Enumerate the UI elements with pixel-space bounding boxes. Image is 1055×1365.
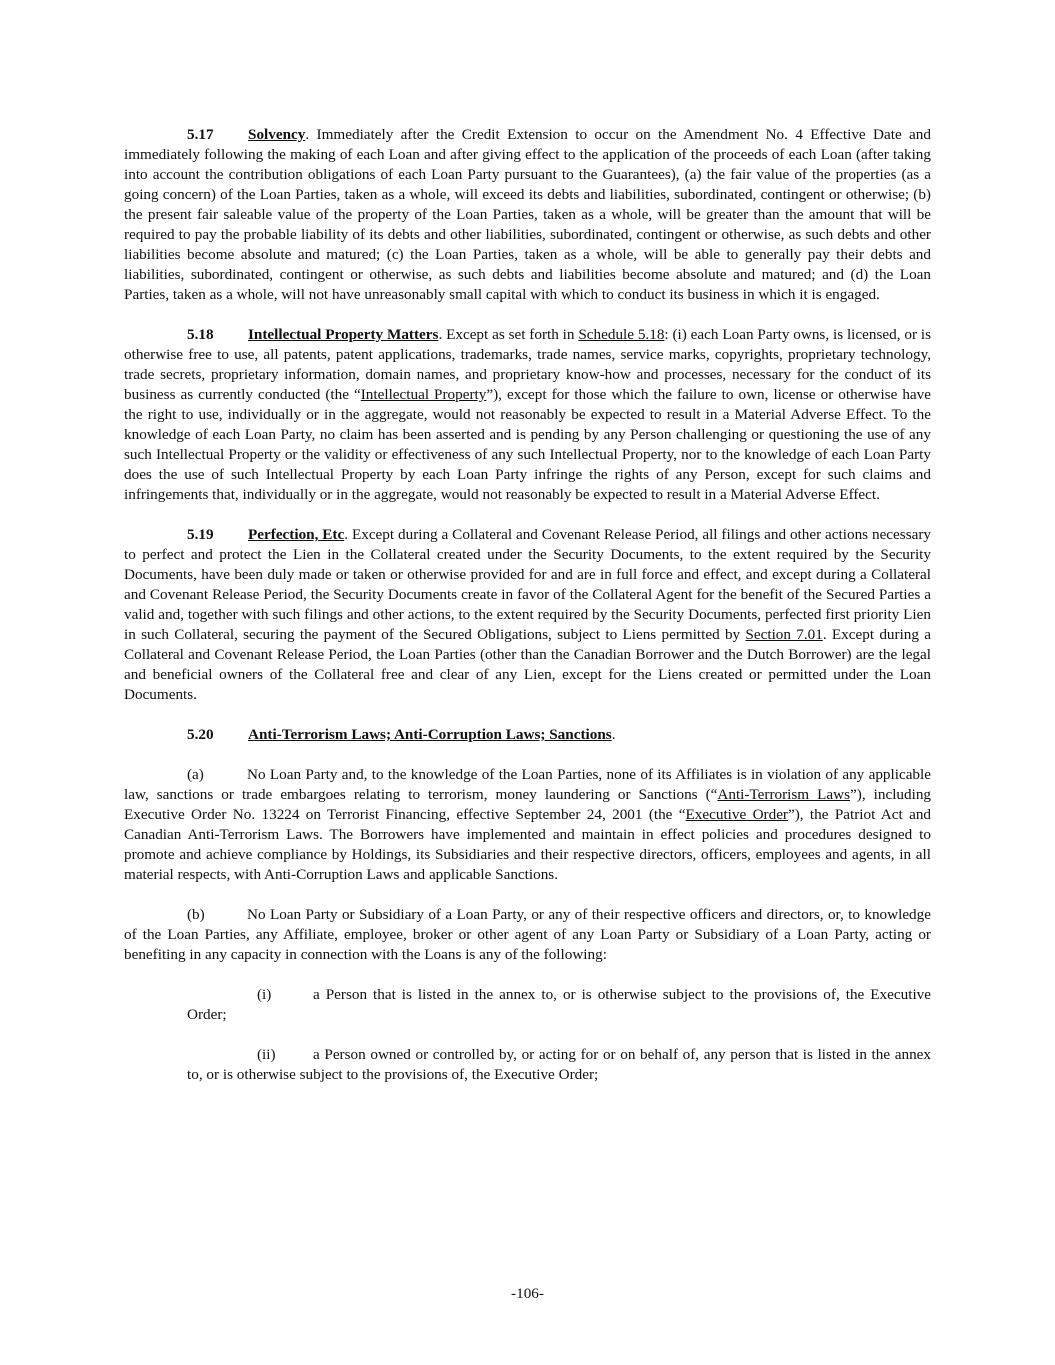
section-number: 5.19	[187, 526, 214, 543]
clause-ii	[187, 1045, 931, 1085]
subsection-label: (a)	[187, 766, 204, 783]
clause-i	[187, 985, 931, 1025]
defined-term: Anti-Terrorism Laws	[717, 786, 851, 803]
clause-label: (i)	[257, 986, 272, 1003]
defined-term: Intellectual Property	[360, 386, 487, 403]
section-heading: Anti-Terrorism Laws; Anti-Corruption Laws; Sanctions	[248, 726, 612, 743]
section-5-20	[124, 725, 931, 745]
section-body: . Except as set forth in	[438, 326, 579, 343]
section-body: : (i) each Loan Party owns, is licensed, or is otherwise free to use, all patents, patent applications, trademarks, trade names, service marks, copyrights, proprietary technology, trade secrets, proprietary information, domain names, and proprietary know-how and processes, necessary for the conduct of its business as currently conducted (the “	[124, 326, 931, 403]
section-number: 5.18	[187, 326, 214, 343]
section-number: 5.17	[187, 126, 214, 143]
section-body: . Except during a Collateral and Covenant Release Period, all filings and other actions necessary to perfect and protect the Lien in the Collateral created under the Security Documents, to the extent required by the Security Documents, have been duly made or taken or otherwise provided for and are in full force and effect, and except during a Collateral and Covenant Release Period, the Security Documents create in favor of the Collateral Agent for the benefit of the Secured Parties a valid and, together with such filings and other actions, to the extent required by the Security Documents, perfected first priority Lien in such Collateral, securing the payment of the Secured Obligations, subject to Liens permitted by	[124, 526, 931, 643]
subsection-body: ”), including Executive Order No. 13224 on Terrorist Financing, effective September 24, 2001 (the “	[124, 786, 932, 823]
section-body: ”), except for those which the failure to own, license or otherwise have the right to use, individually or in the aggregate, would not reasonably be expected to result in a Material Adverse Effect. To the knowledge of each Loan Party, no claim has been asserted and is pending by any Person challenging or questioning the use of any such Intellectual Property or the validity or effectiveness of any such Intellectual Property, nor to the knowledge of each Loan Party does the use of such Intellectual Property by each Loan Party infringe the rights of any Person, except for such claims and infringements that, individually or in the aggregate, would not reasonably be expected to result in a Material Adverse Effect.	[124, 386, 931, 503]
section-body: . Immediately after the Credit Extension to occur on the Amendment No. 4 Effective Date and immediately following the making of each Loan and after giving effect to the application of the proceeds of each Loan (after taking into account the contribution obligations of each Loan Party pursuant to the Guarantees), (a) the fair value of the properties (as a going concern) of the Loan Parties, taken as a whole, will exceed its debts and liabilities, subordinated, contingent or otherwise; (b) the present fair saleable value of the property of the Loan Parties, taken as a whole, will be greater than the amount that will be required to pay the probable liability of its debts and other liabilities, subordinated, contingent or otherwise, as such debts and other liabilities become absolute and matured; (c) the Loan Parties, taken as a whole, will be able to generally pay their debts and liabilities, subordinated, contingent or otherwise, as such debts and liabilities become absolute and matured; and (d) the Loan Parties, taken as a whole, will not have unreasonably small capital with which to conduct its business in which it is engaged.	[124, 126, 931, 303]
clause-body: a Person owned or controlled by, or acting for or on behalf of, any person that is listed in the annex to, or is otherwise subject to the provisions of, the Executive Order;	[187, 1046, 931, 1083]
section-heading: Intellectual Property Matters	[248, 326, 439, 343]
subsection-a	[124, 765, 931, 885]
schedule-reference: Schedule 5.18	[578, 326, 665, 343]
section-heading: Solvency	[248, 126, 306, 143]
subsection-b	[124, 905, 931, 965]
clause-body: a Person that is listed in the annex to, or is otherwise subject to the provisions of, the Executive Order;	[187, 986, 931, 1023]
clause-label: (ii)	[257, 1046, 276, 1063]
section-heading: Perfection, Etc	[248, 526, 345, 543]
section-5-17	[124, 125, 931, 305]
document-page	[124, 125, 931, 1105]
section-5-19	[124, 525, 931, 705]
subsection-body: No Loan Party and, to the knowledge of the Loan Parties, none of its Affiliates is in violation of any applicable law, sanctions or trade embargoes relating to terrorism, money laundering or Sanctions (“	[124, 766, 931, 803]
page-number: -106-	[511, 1285, 544, 1302]
subsection-body: ”), the Patriot Act and Canadian Anti-Terrorism Laws. The Borrowers have implemented and maintain in effect policies and procedures designed to promote and achieve compliance by Holdings, its Subsidiaries and their respective directors, officers, employees and agents, in all material respects, with Anti-Corruption Laws and applicable Sanctions.	[124, 806, 932, 883]
section-5-18	[124, 325, 931, 505]
heading-period: .	[611, 726, 616, 743]
section-body: . Except during a Collateral and Covenant Release Period, the Loan Parties (other than the Canadian Borrower and the Dutch Borrower) are the legal and beneficial owners of the Collateral free and clear of any Lien, except for the Liens created or permitted under the Loan Documents.	[124, 626, 931, 703]
defined-term: Executive Order	[685, 806, 788, 823]
subsection-body: No Loan Party or Subsidiary of a Loan Party, or any of their respective officers and directors, or, to knowledge of the Loan Parties, any Affiliate, employee, broker or other agent of any Loan Party or Subsidiary of a Loan Party, acting or benefiting in any capacity in connection with the Loans is any of the following:	[124, 906, 931, 963]
section-number: 5.20	[187, 726, 214, 743]
subsection-label: (b)	[187, 906, 205, 923]
section-reference: Section 7.01	[745, 626, 823, 643]
